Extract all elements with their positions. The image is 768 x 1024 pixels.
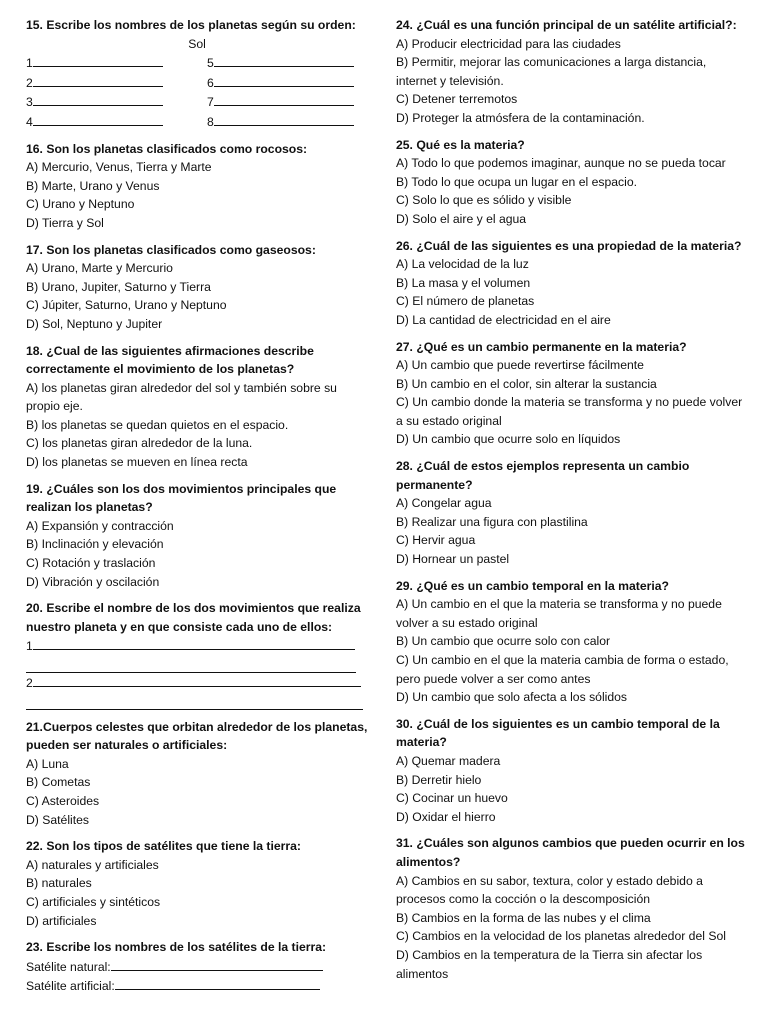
option-d[interactable]: D) Proteger la atmósfera de la contaminación. — [396, 110, 645, 125]
question-21 — [26, 718, 368, 830]
option-a[interactable]: A) Luna — [26, 756, 69, 771]
option-a[interactable]: A) La velocidad de la luz — [396, 257, 529, 272]
question-title: 16. Son los planetas clasificados como rocosos: — [26, 141, 308, 156]
option-c[interactable]: C) Cambios en la velocidad de los planetas alrededor del Sol — [396, 929, 726, 944]
sun-label: Sol — [188, 36, 206, 51]
option-a[interactable]: A) Cambios en su sabor, textura, color y estado debido a procesos como la cocción o la descomposición — [396, 873, 703, 907]
question-20 — [26, 599, 368, 709]
question-title: 17. Son los planetas clasificados como gaseosos: — [26, 242, 316, 257]
planet-slot[interactable]: 6 — [207, 73, 368, 93]
option-b[interactable]: B) Un cambio que ocurre solo con calor — [396, 634, 611, 649]
option-c[interactable]: C) artificiales y sintéticos — [26, 894, 161, 909]
option-d[interactable]: D) La cantidad de electricidad en el aire — [396, 312, 611, 327]
answer-blank[interactable] — [33, 92, 163, 106]
option-c[interactable]: C) los planetas giran alrededor de la luna. — [26, 436, 253, 451]
question-25 — [396, 136, 748, 229]
question-23 — [26, 938, 368, 996]
option-d[interactable]: D) artificiales — [26, 913, 97, 928]
question-title: 25. Qué es la materia? — [396, 137, 525, 152]
answer-blank[interactable] — [33, 112, 163, 126]
planet-slot[interactable]: 3 — [26, 92, 187, 112]
planet-slot[interactable]: 8 — [207, 112, 368, 132]
planet-slot[interactable]: 5 — [207, 53, 368, 73]
question-15 — [26, 16, 368, 132]
option-b[interactable]: B) Inclinación y elevación — [26, 537, 164, 552]
option-c[interactable]: C) Un cambio donde la materia se transforma y no puede volver a su estado original — [396, 395, 743, 428]
option-a[interactable]: A) Urano, Marte y Mercurio — [26, 261, 173, 276]
option-a[interactable]: A) Un cambio en el que la materia se transforma y no puede volver a su estado original — [396, 597, 722, 630]
question-title: 27. ¿Qué es un cambio permanente en la materia? — [396, 339, 687, 354]
option-d[interactable]: D) Sol, Neptuno y Jupiter — [26, 316, 163, 331]
question-19 — [26, 480, 368, 592]
question-26 — [396, 237, 748, 330]
option-a[interactable]: A) naturales y artificiales — [26, 857, 159, 872]
question-30 — [396, 715, 748, 827]
left-column — [26, 16, 368, 1004]
question-title: 24. ¿Cuál es una función principal de un satélite artificial?: — [396, 18, 737, 32]
option-d[interactable]: D) Cambios en la temperatura de la Tierra sin afectar los alimentos — [396, 947, 703, 981]
option-c[interactable]: C) Detener terremotos — [396, 92, 518, 107]
answer-line-2[interactable]: 2 — [26, 673, 368, 693]
question-24 — [396, 16, 748, 128]
question-title: 29. ¿Qué es un cambio temporal en la materia? — [396, 578, 669, 593]
answer-line-1[interactable]: 1 — [26, 636, 368, 656]
option-d[interactable]: D) Oxidar el hierro — [396, 809, 496, 824]
option-c[interactable]: C) Solo lo que es sólido y visible — [396, 193, 572, 208]
question-31 — [396, 834, 748, 983]
answer-blank[interactable] — [33, 636, 355, 650]
question-title: 20. Escribe el nombre de los dos movimientos que realiza nuestro planeta y en que consiste cada uno de ellos: — [26, 601, 361, 634]
option-a[interactable]: A) los planetas giran alrededor del sol y también sobre su propio eje. — [26, 380, 337, 414]
answer-blank[interactable] — [115, 976, 320, 990]
option-c[interactable]: C) Hervir agua — [396, 533, 476, 548]
option-a[interactable]: A) Congelar agua — [396, 496, 492, 511]
option-d[interactable]: D) Hornear un pastel — [396, 552, 510, 567]
question-title: 19. ¿Cuáles son los dos movimientos principales que realizan los planetas? — [26, 481, 337, 515]
option-b[interactable]: B) Urano, Jupiter, Saturno y Tierra — [26, 279, 211, 294]
right-column — [396, 16, 748, 991]
answer-blank[interactable] — [33, 53, 163, 67]
planet-slot[interactable]: 4 — [26, 112, 187, 132]
option-a[interactable]: A) Producir electricidad para las ciudades — [396, 36, 621, 51]
answer-blank[interactable] — [214, 112, 354, 126]
option-b[interactable]: B) los planetas se quedan quietos en el espacio. — [26, 417, 289, 432]
option-b[interactable]: B) Derretir hielo — [396, 772, 482, 787]
option-b[interactable]: B) naturales — [26, 876, 92, 891]
option-b[interactable]: B) La masa y el volumen — [396, 275, 531, 290]
option-b[interactable]: B) Cambios en la forma de las nubes y el clima — [396, 910, 651, 925]
answer-blank[interactable] — [26, 656, 356, 673]
planet-slot[interactable]: 7 — [207, 92, 368, 112]
question-18 — [26, 342, 368, 472]
option-b[interactable]: B) Un cambio en el color, sin alterar la sustancia — [396, 376, 657, 391]
question-28 — [396, 457, 748, 569]
option-d[interactable]: D) Solo el aire y el agua — [396, 211, 527, 226]
artificial-satellite-line[interactable]: Satélite artificial: — [26, 976, 368, 996]
answer-blank[interactable] — [214, 92, 354, 106]
question-17 — [26, 241, 368, 334]
answer-blank[interactable] — [214, 73, 354, 87]
planet-slot[interactable]: 1 — [26, 53, 187, 73]
question-title: 31. ¿Cuáles son algunos cambios que pueden ocurrir en los alimentos? — [396, 836, 745, 869]
question-16 — [26, 140, 368, 233]
option-a[interactable]: A) Expansión y contracción — [26, 518, 174, 533]
option-c[interactable]: C) El número de planetas — [396, 294, 535, 309]
question-27 — [396, 338, 748, 450]
question-title: 15. Escribe los nombres de los planetas según su orden: — [26, 18, 356, 32]
option-c[interactable]: C) Asteroides — [26, 793, 100, 808]
option-c[interactable]: C) Un cambio en el que la materia cambia de forma o estado, pero puede volver a ser como antes — [396, 653, 729, 686]
option-a[interactable]: A) Un cambio que puede revertirse fácilmente — [396, 358, 644, 373]
option-d[interactable]: D) Un cambio que solo afecta a los sólidos — [396, 690, 628, 705]
planet-order-grid — [26, 53, 368, 131]
planet-slot[interactable]: 2 — [26, 73, 187, 93]
option-c[interactable]: C) Urano y Neptuno — [26, 197, 135, 212]
question-29 — [396, 577, 748, 707]
option-d[interactable]: D) Tierra y Sol — [26, 215, 104, 230]
question-title: 21.Cuerpos celestes que orbitan alrededor de los planetas, pueden ser naturales o artificiales: — [26, 719, 368, 753]
option-b[interactable]: B) Cometas — [26, 775, 91, 790]
answer-blank[interactable] — [33, 673, 361, 687]
option-b[interactable]: B) Todo lo que ocupa un lugar en el espacio. — [396, 174, 637, 189]
natural-satellite-line[interactable]: Satélite natural: — [26, 957, 368, 977]
option-d[interactable]: D) Un cambio que ocurre solo en líquidos — [396, 432, 621, 447]
option-d[interactable]: D) Vibración y oscilación — [26, 574, 160, 589]
answer-blank[interactable] — [214, 53, 354, 67]
option-b[interactable]: B) Permitir, mejorar las comunicaciones a larga distancia, internet y televisión. — [396, 55, 707, 88]
question-title: 28. ¿Cuál de estos ejemplos representa un cambio permanente? — [396, 459, 690, 492]
option-a[interactable]: A) Mercurio, Venus, Tierra y Marte — [26, 160, 212, 175]
option-c[interactable]: C) Cocinar un huevo — [396, 791, 508, 806]
option-c[interactable]: C) Júpiter, Saturno, Urano y Neptuno — [26, 298, 227, 313]
question-title: 23. Escribe los nombres de los satélites de la tierra: — [26, 940, 327, 955]
question-22 — [26, 837, 368, 930]
question-title: 26. ¿Cuál de las siguientes es una propiedad de la materia? — [396, 238, 742, 253]
question-title: 18. ¿Cual de las siguientes afirmaciones describe correctamente el movimiento de los planetas? — [26, 343, 314, 377]
answer-blank[interactable] — [26, 693, 363, 710]
option-a[interactable]: A) Quemar madera — [396, 753, 501, 768]
answer-blank[interactable] — [33, 73, 163, 87]
question-title: 30. ¿Cuál de los siguientes es un cambio temporal de la materia? — [396, 716, 720, 750]
option-a[interactable]: A) Todo lo que podemos imaginar, aunque no se pueda tocar — [396, 156, 726, 171]
option-d[interactable]: D) los planetas se mueven en línea recta — [26, 455, 248, 470]
question-title: 22. Son los tipos de satélites que tiene la tierra: — [26, 839, 301, 854]
option-b[interactable]: B) Realizar una figura con plastilina — [396, 514, 588, 529]
option-c[interactable]: C) Rotación y traslación — [26, 556, 156, 571]
option-b[interactable]: B) Marte, Urano y Venus — [26, 178, 160, 193]
answer-blank[interactable] — [111, 957, 323, 971]
option-d[interactable]: D) Satélites — [26, 812, 89, 827]
